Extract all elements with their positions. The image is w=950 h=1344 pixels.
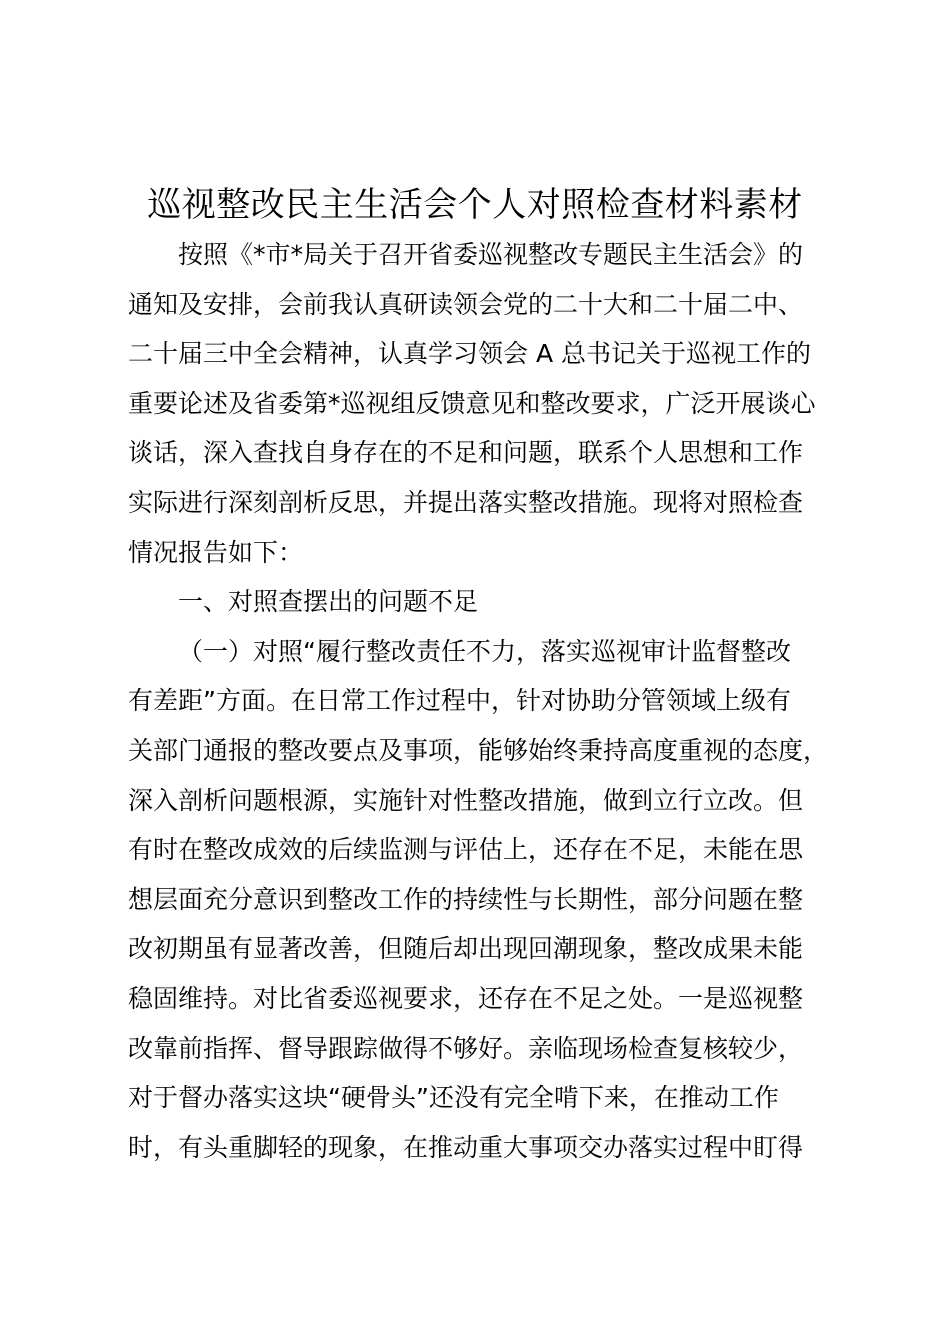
text-line: 对于督办落实这块“硬骨头”还没有完全啃下来，在推动工作 (128, 1083, 779, 1113)
text-line: 实际进行深刻剖析反思，并提出落实整改措施。现将对照检查 (128, 487, 804, 517)
text-line: 想层面充分意识到整改工作的持续性与长期性，部分问题在整 (128, 884, 804, 914)
text-line: 二十届三中全会精神，认真学习领会 A 总书记关于巡视工作的 (128, 339, 811, 369)
document-title: 巡视整改民主生活会个人对照检查材料素材 (147, 185, 803, 225)
text-line: 一、对照查摆出的问题不足 (178, 587, 479, 617)
text-line: 情况报告如下： (128, 537, 304, 567)
document-body (128, 230, 832, 1172)
text-line: 谈话，深入查找自身存在的不足和问题，联系个人思想和工作 (128, 438, 804, 468)
text-line: 深入剖析问题根源，实施针对性整改措施，做到立行立改。但 (128, 785, 804, 815)
text-line: 改靠前指挥、督导跟踪做得不够好。亲临现场检查复核较少， (128, 1033, 804, 1063)
text-line: 按照《*市*局关于召开省委巡视整改专题民主生活会》的 (178, 240, 804, 269)
text-line: 关部门通报的整改要点及事项，能够始终秉持高度重视的态度， (128, 735, 829, 765)
text-line: 有差距”方面。在日常工作过程中，针对协助分管领域上级有 (128, 686, 791, 716)
text-line: （一）对照“履行整改责任不力，落实巡视审计监督整改 (178, 636, 791, 666)
text-line: 重要论述及省委第*巡视组反馈意见和整改要求，广泛开展谈心 (128, 388, 816, 418)
text-line: 稳固维持。对比省委巡视要求，还存在不足之处。一是巡视整 (128, 983, 804, 1013)
text-line: 改初期虽有显著改善，但随后却出现回潮现象，整改成果未能 (128, 934, 804, 964)
text-line: 时，有头重脚轻的现象，在推动重大事项交办落实过程中盯得 (128, 1132, 804, 1162)
text-line: 通知及安排，会前我认真研读领会党的二十大和二十届二中、 (128, 289, 804, 319)
text-line: 有时在整改成效的后续监测与评估上，还存在不足，未能在思 (128, 835, 804, 865)
